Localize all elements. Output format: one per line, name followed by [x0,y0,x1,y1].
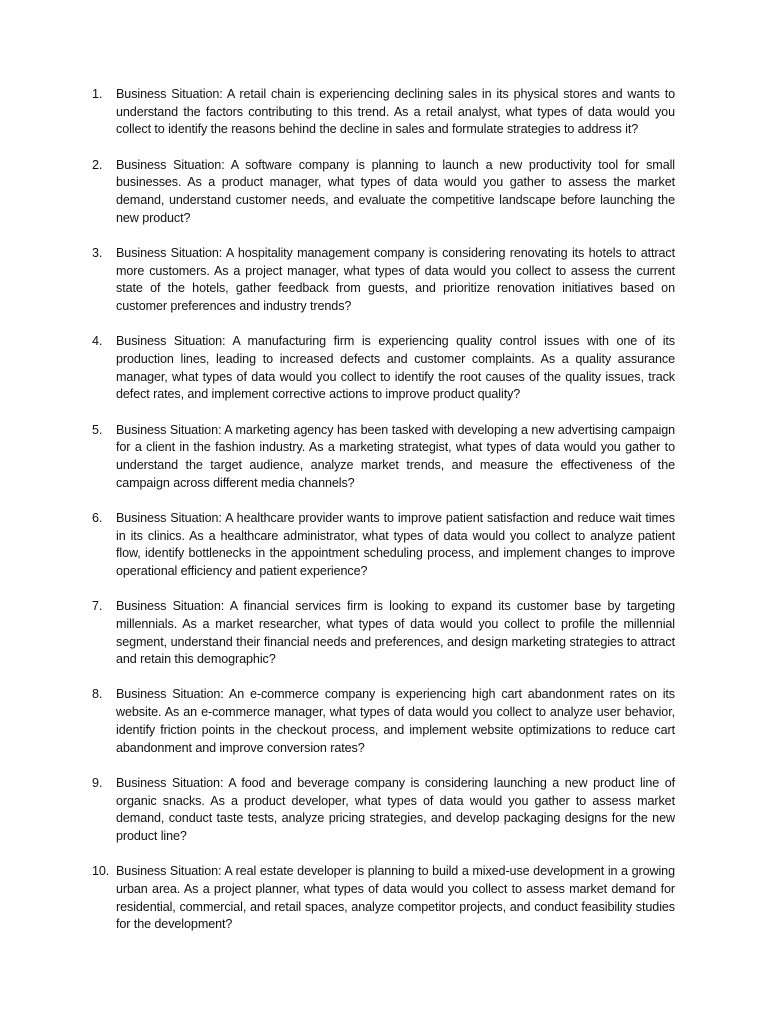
item-text: Business Situation: A real estate developer is planning to build a mixed-use development in a growing urban area. As a project planner, what types of data would you collect to assess market demand for residential, commercial, and retail spaces, analyze competitor projects, and conduct feasibility studies for the development? [116,864,675,932]
list-item [92,598,675,669]
question-list [92,86,675,951]
item-text: Business Situation: A retail chain is experiencing declining sales in its physical stores and wants to understand the factors contributing to this trend. As a retail analyst, what types of data would you collect to identify the reasons behind the decline in sales and formulate strategies to address it? [116,87,675,137]
item-number: 2. [92,157,103,172]
item-number: 3. [92,245,103,260]
list-item [92,686,675,757]
list-item [92,245,675,316]
item-number: 4. [92,334,103,349]
item-number: 7. [92,599,103,614]
item-number: 6. [92,510,103,525]
item-text: Business Situation: A healthcare provider wants to improve patient satisfaction and reduce wait times in its clinics. As a healthcare administrator, what types of data would you collect to analyze patient flow, identify bottlenecks in the appointment scheduling process, and implement changes to improve operational efficiency and patient experience? [116,510,675,578]
item-text: Business Situation: A food and beverage company is considering launching a new product line of organic snacks. As a product developer, what types of data would you gather to assess market demand, conduct taste tests, analyze pricing strategies, and develop packaging designs for the new product line? [116,775,675,843]
item-text: Business Situation: A manufacturing firm is experiencing quality control issues with one of its production lines, leading to increased defects and customer complaints. As a quality assurance manager, what types of data would you collect to identify the root causes of the quality issues, track defect rates, and implement corrective actions to improve product quality? [116,334,675,402]
item-text: Business Situation: A marketing agency has been tasked with developing a new advertising campaign for a client in the fashion industry. As a marketing strategist, what types of data would you gather to understand the target audience, analyze market trends, and measure the effectiveness of the campaign across different media channels? [116,422,675,490]
item-text: Business Situation: A software company is planning to launch a new productivity tool for small businesses. As a product manager, what types of data would you gather to assess the market demand, understand customer needs, and evaluate the competitive landscape before launching the new product? [116,157,675,225]
list-item [92,863,675,934]
list-item [92,86,675,139]
item-text: Business Situation: An e-commerce company is experiencing high cart abandonment rates on its website. As an e-commerce manager, what types of data would you collect to analyze user behavior, identify friction points in the checkout process, and implement website optimizations to reduce cart abandonment and improve conversion rates? [116,687,675,755]
list-item [92,775,675,846]
item-number: 9. [92,775,103,790]
list-item [92,422,675,493]
item-number: 8. [92,687,103,702]
item-text: Business Situation: A financial services firm is looking to expand its customer base by targeting millennials. As a market researcher, what types of data would you collect to profile the millennial segment, understand their financial needs and preferences, and design marketing strategies to attract and retain this demographic? [116,599,675,667]
list-item [92,333,675,404]
list-item [92,157,675,228]
item-text: Business Situation: A hospitality management company is considering renovating its hotels to attract more customers. As a project manager, what types of data would you collect to assess the current state of the hotels, gather feedback from guests, and prioritize renovation initiatives based on customer preferences and industry trends? [116,245,675,314]
list-item [92,510,675,581]
item-number: 5. [92,422,103,437]
item-number: 1. [92,87,103,101]
item-number: 10. [92,864,110,879]
